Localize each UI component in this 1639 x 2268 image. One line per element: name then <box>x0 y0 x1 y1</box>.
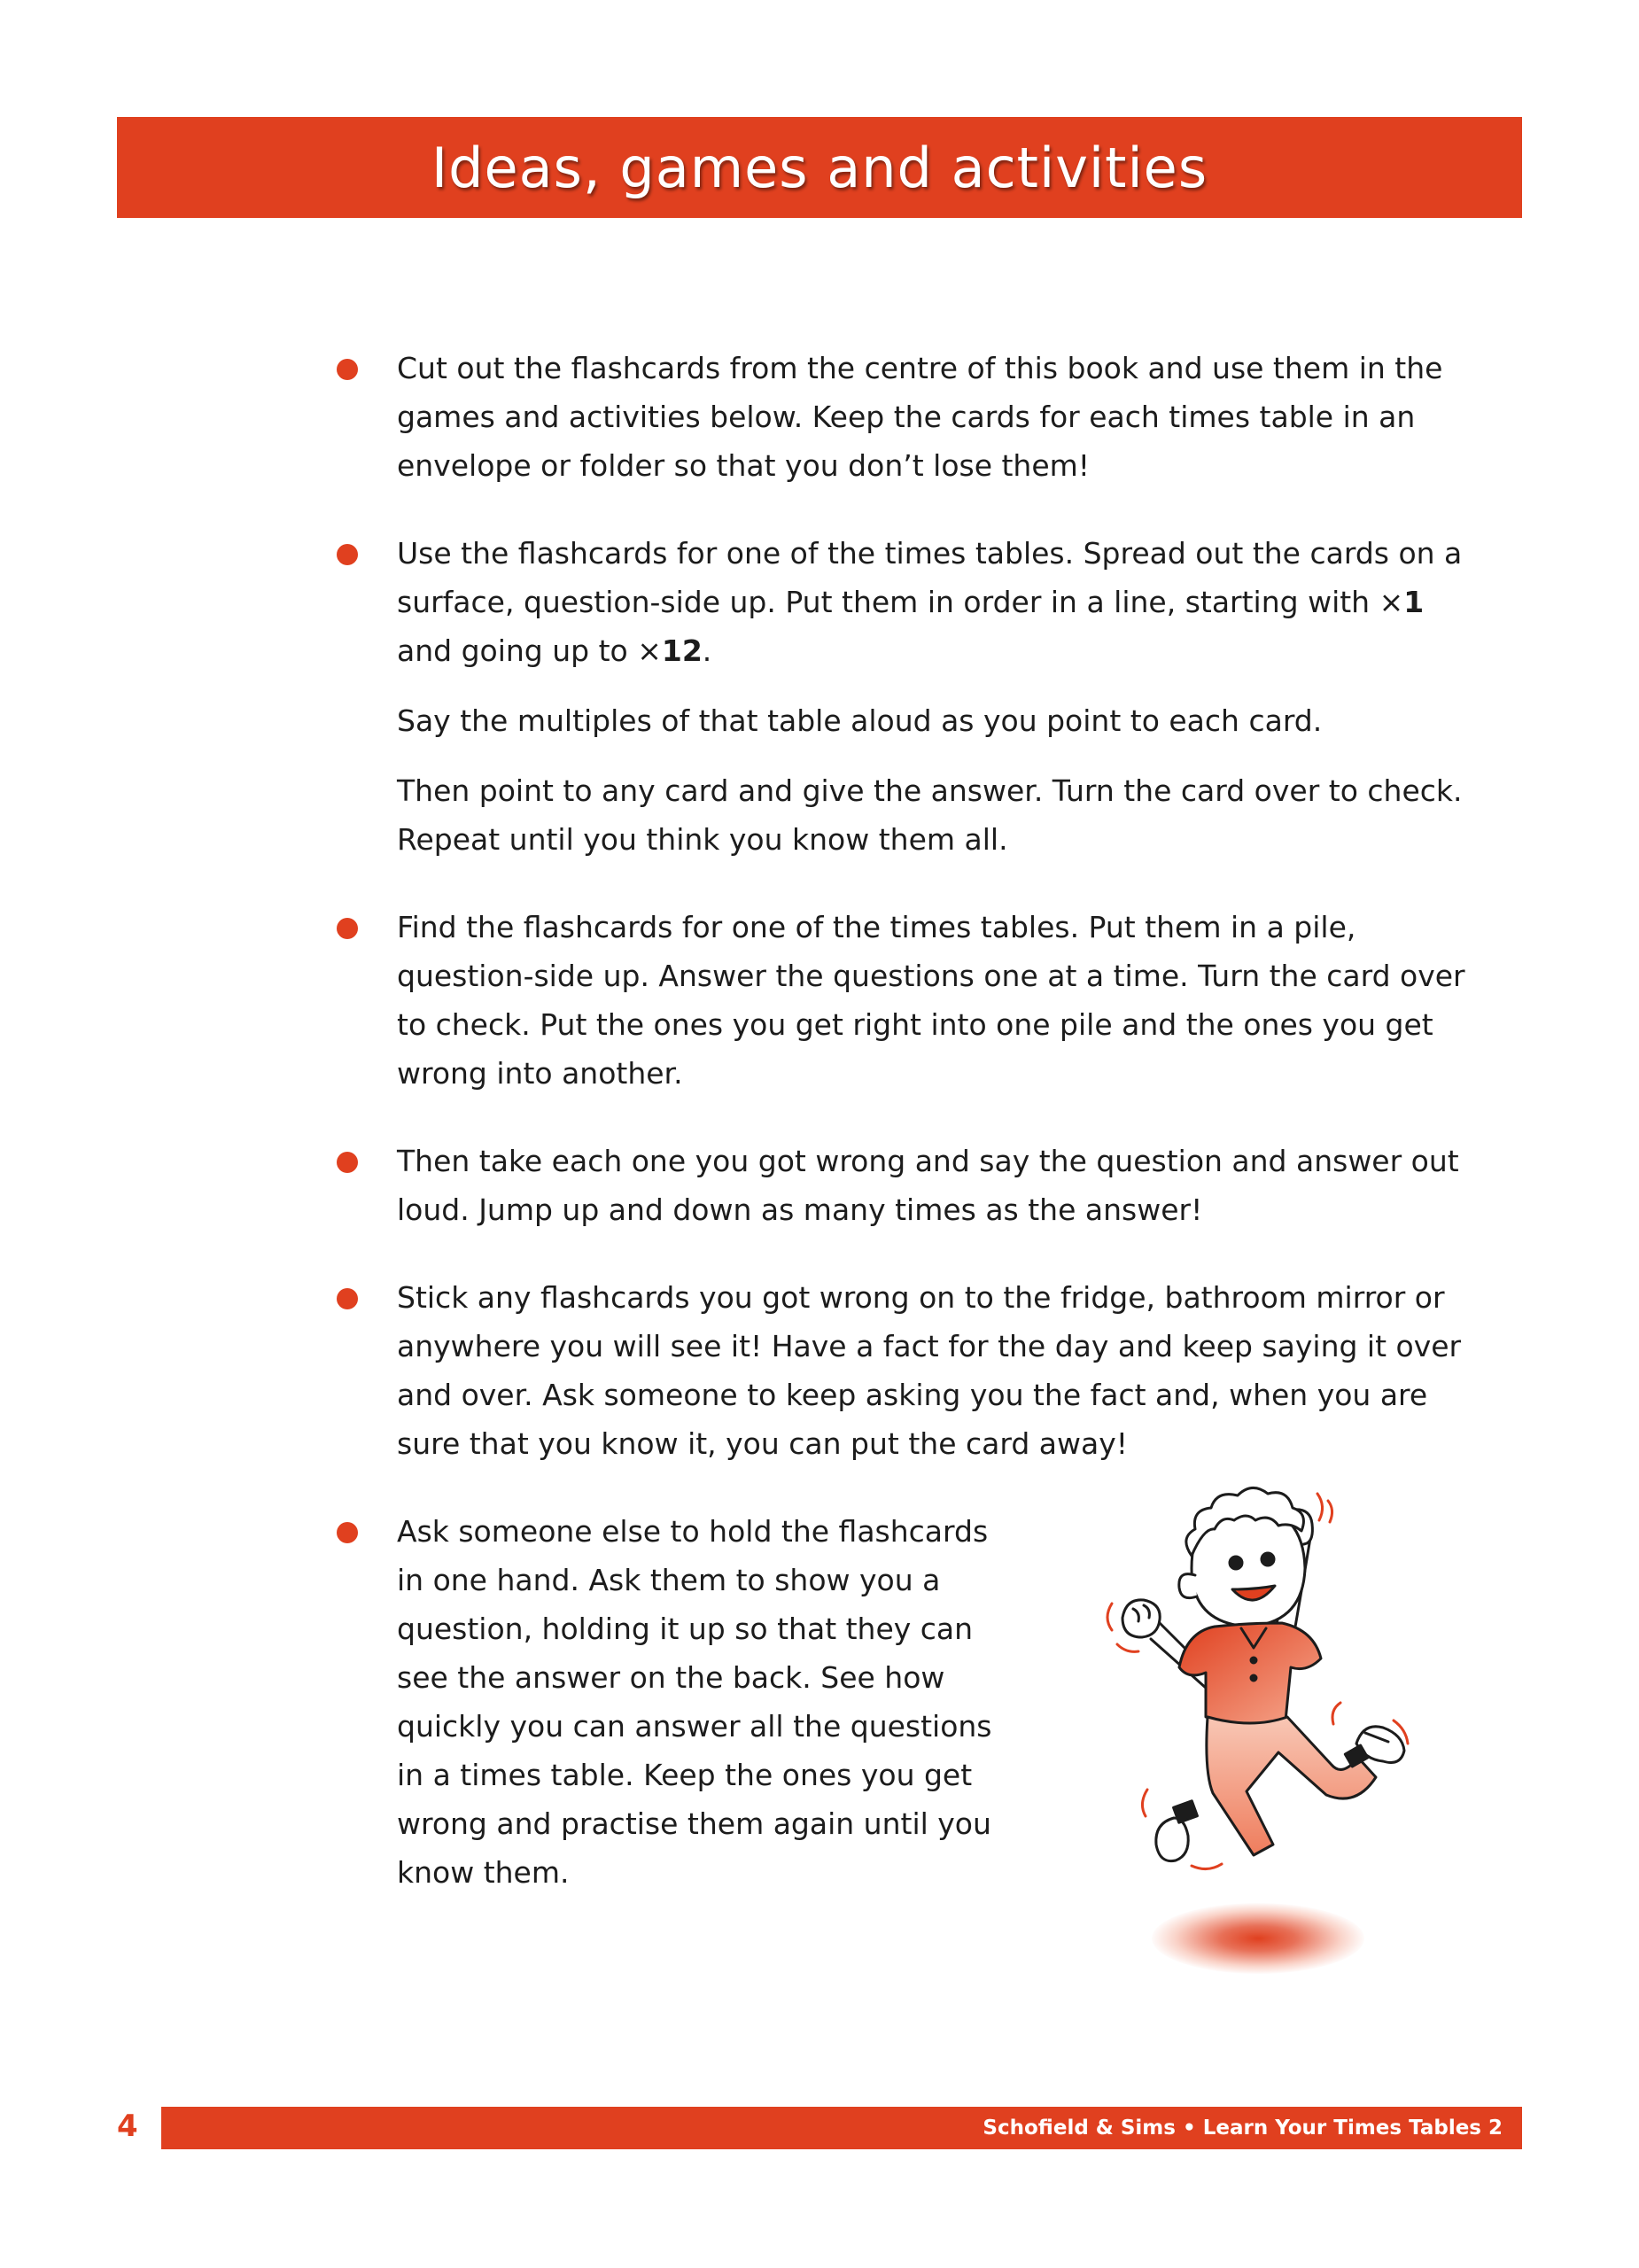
list-item <box>337 529 1488 864</box>
item-paragraph <box>397 529 1488 675</box>
bullet-dot-icon <box>337 1152 358 1173</box>
item-paragraph: Say the multiples of that table aloud as you point to each card. <box>397 703 1323 738</box>
item-text: . <box>702 633 712 668</box>
number-one: 1 <box>1403 585 1425 619</box>
item-text: and going up to <box>397 633 638 668</box>
list-item <box>337 1137 1488 1234</box>
bullet-dot-icon <box>337 1288 358 1309</box>
book-title: Learn Your Times Tables 2 <box>1202 2117 1503 2140</box>
number-twelve: 12 <box>661 633 703 668</box>
bullet-dot-icon <box>337 359 358 380</box>
multiply-sign: × <box>1379 585 1404 619</box>
item-paragraph: Find the flashcards for one of the times tables. Put them in a pile, question-side up. Answer the questions one at a time. Turn the card over to check. Put the ones you get right into one pile and the ones you get wrong into another. <box>397 910 1465 1091</box>
bullet-dot-icon <box>337 1522 358 1543</box>
jumping-boy-illustration <box>1059 1471 1449 1887</box>
list-item <box>337 903 1488 1098</box>
page-number: 4 <box>117 2109 138 2144</box>
item-paragraph: Ask someone else to hold the flashcards in one hand. Ask them to show you a question, holding it up so that they can see the answer on the back. See how quickly you can answer all the questions in a times table. Keep the ones you get wrong and practise them again until you know them. <box>397 1514 992 1890</box>
footer-separator: • <box>1182 2117 1196 2140</box>
footer-bar <box>161 2107 1522 2149</box>
list-item <box>337 344 1488 490</box>
item-paragraph: Stick any flashcards you got wrong on to the fridge, bathroom mirror or anywhere you will see it! Have a fact for the day and keep saying it over and over. Ask someone to keep asking you the fact and, when you are sure that you know it, you can put the card away! <box>397 1280 1462 1461</box>
footer-credit <box>983 2117 1503 2140</box>
item-paragraph: Then point to any card and give the answer. Turn the card over to check. Repeat until you think you know them all. <box>397 773 1463 857</box>
bullet-dot-icon <box>337 918 358 939</box>
title-banner <box>117 117 1522 218</box>
item-paragraph: Then take each one you got wrong and say the question and answer out loud. Jump up and down as many times as the answer! <box>397 1144 1459 1227</box>
publisher-name: Schofield & Sims <box>983 2117 1176 2140</box>
bullet-dot-icon <box>337 544 358 565</box>
multiply-sign: × <box>637 633 662 668</box>
item-paragraph: Cut out the flashcards from the centre of this book and use them in the games and activities below. Keep the cards for each times table in an envelope or folder so that you don’t lose them! <box>397 351 1443 483</box>
list-item <box>337 1273 1488 1468</box>
page-title: Ideas, games and activities <box>431 135 1208 200</box>
item-text: Use the flashcards for one of the times tables. Spread out the cards on a surface, question-side up. Put them in order in a line, starting with <box>397 536 1463 619</box>
jump-shadow <box>1152 1903 1364 1974</box>
